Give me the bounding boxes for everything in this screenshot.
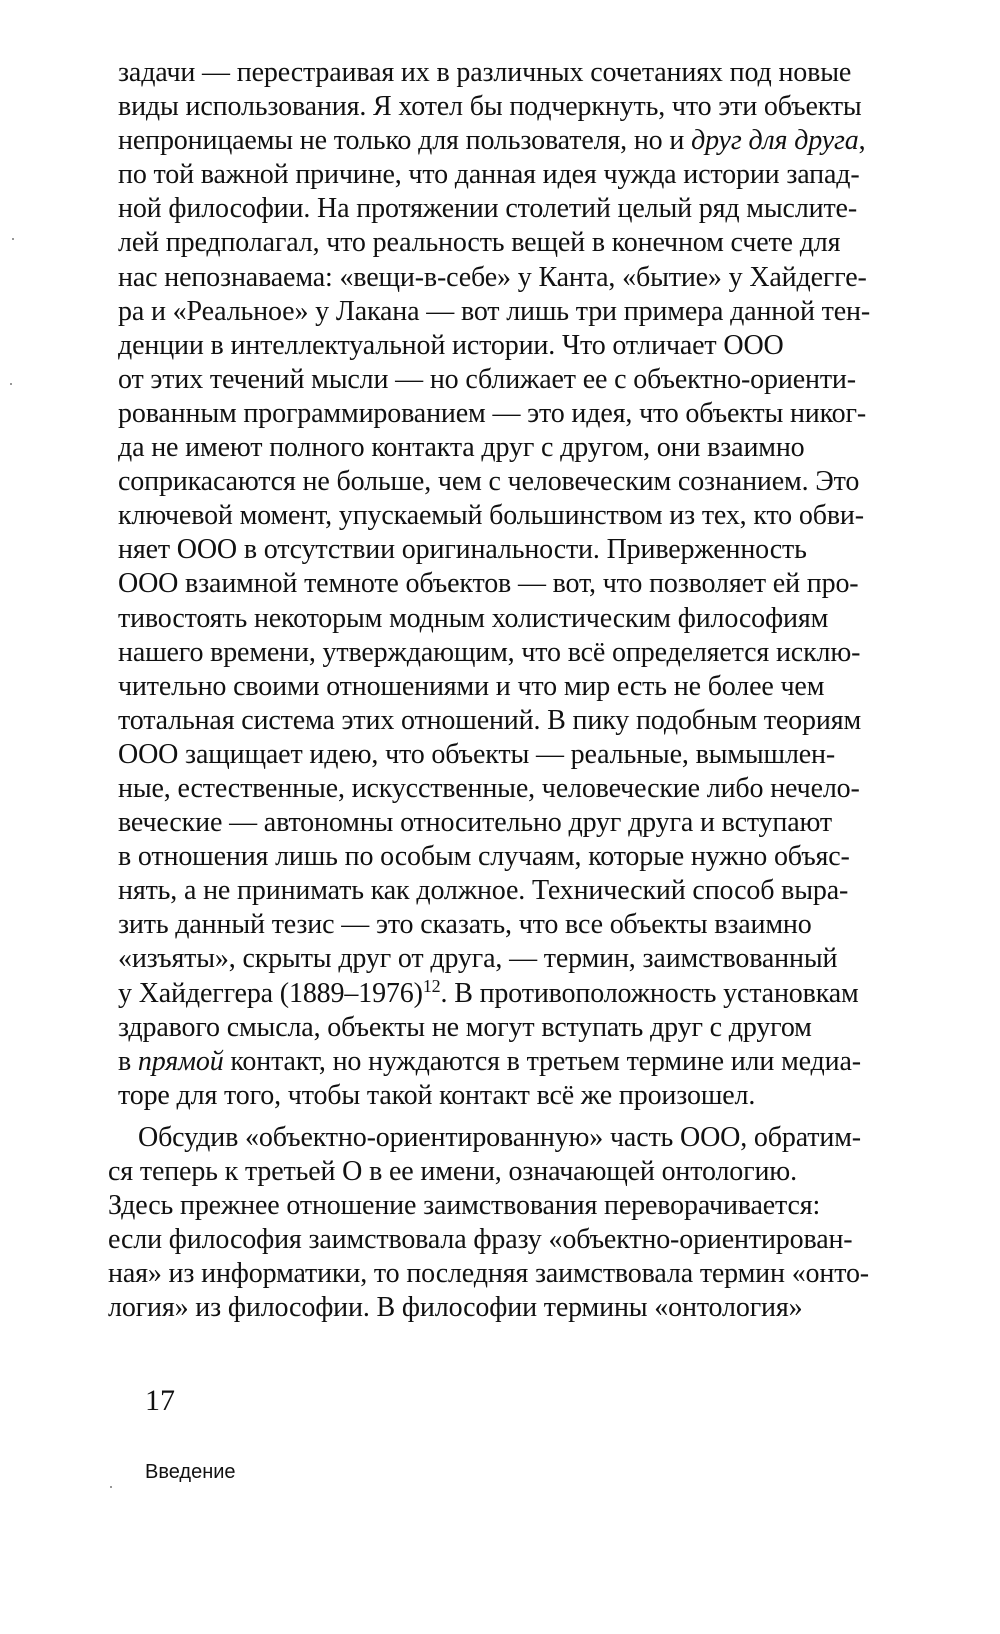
text-line: в отношения лишь по особым случаям, которые нужно объяс-	[118, 841, 850, 873]
italic-emphasis: прямой	[137, 1045, 224, 1077]
text-line: ся теперь к третьей О в ее имени, означающей онтологию.	[108, 1156, 797, 1187]
text-run: ,	[858, 125, 866, 157]
text-line: нас непознаваема: «вещи-в-себе» у Канта, «бытие» у Хайдегге-	[118, 261, 867, 293]
text-line: тотальная система этих отношений. В пику подобным теориям	[118, 704, 862, 736]
text-line: ООО взаимной темноте объектов — вот, что позволяет ей про-	[118, 568, 859, 600]
text-line: чительно своими отношениями и что мир есть не более чем	[118, 670, 825, 702]
text-line: да не имеют полного контакта друг с другом, они взаимно	[118, 432, 805, 464]
paragraph-gap	[118, 1113, 908, 1121]
text-line: Здесь прежнее отношение заимствования переворачивается:	[108, 1190, 821, 1222]
text-line: от этих течений мысли — но сближает ее с объектно-ориенти-	[118, 363, 856, 395]
paragraph-2	[108, 1121, 908, 1326]
scan-speck	[10, 383, 12, 385]
text-line: ная» из информатики, то последняя заимствовала термин «онто-	[108, 1258, 869, 1290]
text-line: денции в интеллектуальной истории. Что отличает ООО	[118, 329, 784, 361]
text-run: у Хайдеггера (1889–1976)	[118, 977, 423, 1009]
text-run: контакт, но нуждаются в третьем термине или медиа-	[223, 1045, 861, 1077]
text-line	[118, 1045, 908, 1079]
text-line: ные, естественные, искусственные, человеческие либо нечело-	[118, 772, 860, 804]
text-line: Обсудив «объектно-ориентированную» часть ООО, обратим-	[138, 1121, 861, 1153]
text-line: если философия заимствовала фразу «объектно-ориентирован-	[108, 1224, 853, 1256]
text-line: няет ООО в отсутствии оригинальности. Приверженность	[118, 534, 807, 566]
text-line: задачи — перестраивая их в различных сочетаниях под новые	[118, 57, 852, 88]
scan-speck	[110, 1486, 112, 1488]
running-footer-title: Введение	[145, 1461, 236, 1483]
page-number: 17	[145, 1384, 175, 1417]
text-line: нять, а не принимать как должное. Технический способ выра-	[118, 875, 849, 907]
text-line: рованным программированием — это идея, что объекты никог-	[118, 397, 867, 429]
italic-emphasis: друг для друга	[691, 125, 859, 157]
text-line: зить данный тезис — это сказать, что все объекты взаимно	[118, 909, 812, 941]
text-line: нашего времени, утверждающим, что всё определяется исклю-	[118, 636, 861, 668]
text-run: непроницаемы не только для пользователя, но и	[118, 125, 692, 157]
text-line	[118, 124, 908, 158]
paragraph-1	[118, 56, 908, 1113]
text-run: в	[118, 1045, 138, 1077]
text-line: здравого смысла, объекты не могут вступать друг с другом	[118, 1011, 812, 1043]
scan-speck	[12, 238, 14, 240]
text-line: лей предполагал, что реальность вещей в конечном счете для	[118, 227, 841, 259]
text-line: соприкасаются не больше, чем с человеческим сознанием. Это	[118, 466, 860, 498]
text-line: логия» из философии. В философии термины «онтология»	[108, 1292, 803, 1324]
text-line: ной философии. На протяжении столетий целый ряд мыслите-	[118, 193, 858, 225]
text-run: . В противоположность установкам	[440, 977, 859, 1009]
body-text	[108, 56, 908, 1325]
text-line	[118, 977, 908, 1011]
text-line: «изъяты», скрыты друг от друга, — термин, заимствованный	[118, 943, 838, 975]
text-line: веческие — автономны относительно друг друга и вступают	[118, 807, 833, 839]
text-line: по той важной причине, что данная идея чужда истории запад-	[118, 159, 860, 191]
text-line: виды использования. Я хотел бы подчеркнуть, что эти объекты	[118, 91, 862, 123]
text-line: ООО защищает идею, что объекты — реальные, вымышлен-	[118, 738, 836, 770]
footnote-ref: 12	[422, 975, 441, 996]
text-line: торе для того, чтобы такой контакт всё же произошел.	[118, 1079, 756, 1111]
text-line: тивостоять некоторым модным холистическим философиям	[118, 602, 829, 634]
text-line: ключевой момент, упускаемый большинством из тех, кто обви-	[118, 500, 864, 532]
text-line: ра и «Реальное» у Лакана — вот лишь три примера данной тен-	[118, 295, 871, 327]
